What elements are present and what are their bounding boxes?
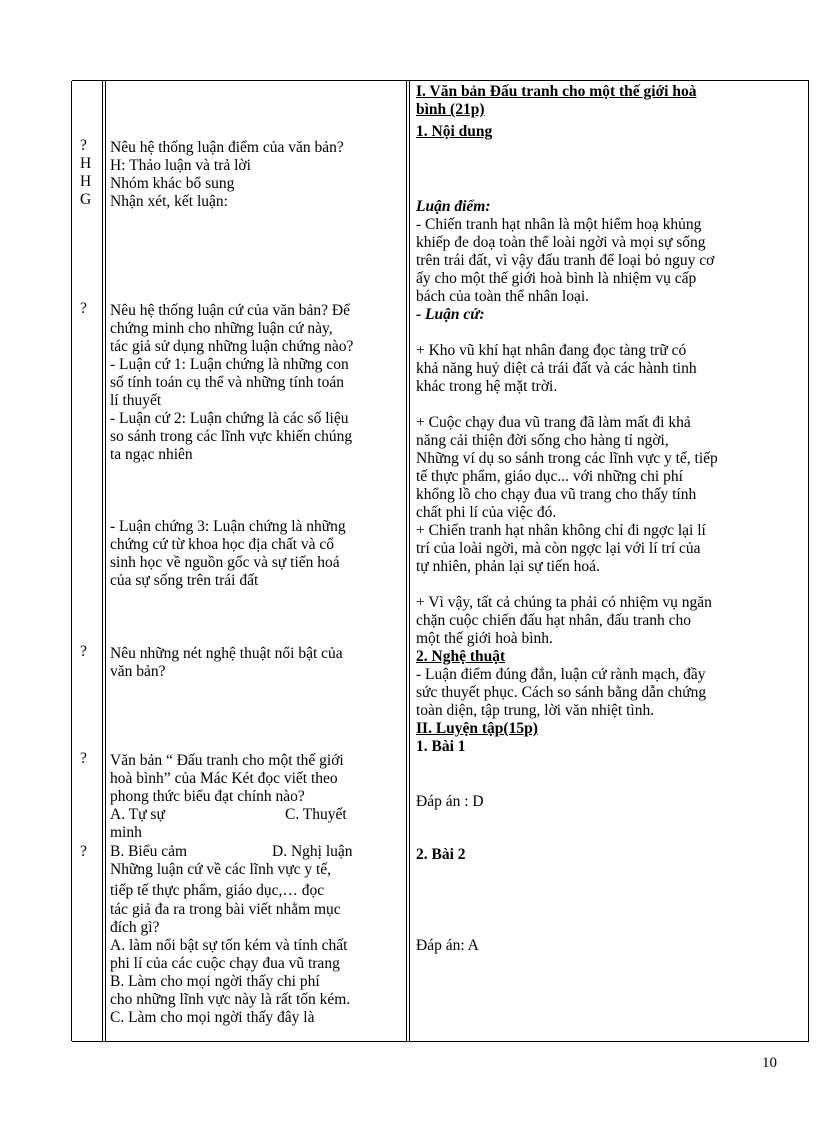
- text-line: Nêu hệ thống luận điểm của văn bản?: [110, 139, 344, 156]
- text-line: B. Làm cho mọi ngời thấy chi phí: [110, 973, 320, 990]
- subsection-heading: 2. Nghệ thuật: [416, 648, 506, 665]
- text-line: - Chiến tranh hạt nhân là một hiểm hoạ khủng: [416, 216, 702, 233]
- marker-question: ?: [80, 843, 87, 860]
- text-line: Những luận cứ về các lĩnh vực y tế,: [110, 861, 332, 878]
- page-number: 10: [762, 1055, 777, 1071]
- section-heading: I. Văn bản Đấu tranh cho một thế giới hoà: [416, 83, 697, 100]
- text-line: chất phi lí của việc đó.: [416, 504, 557, 521]
- text-line: C. Làm cho mọi ngời thấy đây là: [110, 1009, 315, 1026]
- text-line: - Luận chứng 3: Luận chứng là những: [110, 518, 346, 535]
- text-line: - Luận cứ 1: Luận chứng là những con: [110, 356, 349, 373]
- marker-h: H: [80, 173, 92, 190]
- text-line: Nhóm khác bổ sung: [110, 175, 235, 192]
- text-line: của sự sống trên trái đất: [110, 572, 259, 589]
- table-left-border: [71, 81, 72, 1041]
- text-line: khiếp đe doạ toàn thể loài ngời và mọi sự sống: [416, 234, 706, 251]
- text-line: số tính toán cụ thể và những tính toán: [110, 374, 344, 391]
- answer-text: Đáp án: A: [416, 937, 479, 954]
- subsection-heading: 1. Nội dung: [416, 123, 493, 140]
- text-line: Nêu những nét nghệ thuật nổi bật của: [110, 645, 343, 662]
- column-divider-1: [102, 81, 106, 1041]
- text-line: chặn cuộc chiến đấu hạt nhân, đấu tranh cho: [416, 612, 692, 629]
- text-line: ta ngạc nhiên: [110, 446, 193, 463]
- answer-option-b: B. Biểu cảm: [110, 843, 188, 860]
- text-line: chứng minh cho những luận cứ này,: [110, 320, 333, 337]
- text-line: + Cuộc chạy đua vũ trang đã làm mất đi khả: [416, 414, 691, 431]
- text-line: minh: [110, 824, 142, 841]
- answer-option-d: D. Nghị luận: [272, 843, 353, 860]
- text-line: tiếp tế thực phẩm, giáo dục,… đọc: [110, 882, 325, 899]
- marker-g: G: [80, 191, 92, 208]
- text-line: tác giả sử dụng những luận chứng nào?: [110, 338, 354, 355]
- text-line: tác giả đa ra trong bài viết nhằm mục: [110, 901, 341, 918]
- section-heading: bình (21p): [416, 101, 485, 118]
- text-line: một thế giới hoà bình.: [416, 630, 553, 647]
- text-line: đích gì?: [110, 919, 160, 936]
- text-line: lí thuyết: [110, 392, 162, 409]
- marker-question: ?: [80, 643, 87, 660]
- text-line: Nêu hệ thống luận cứ của văn bản? Để: [110, 302, 350, 319]
- exercise-heading: 1. Bài 1: [416, 738, 466, 755]
- text-line: - Luận điểm đúng đắn, luận cứ rành mạch, đầy: [416, 666, 706, 683]
- marker-question: ?: [80, 300, 87, 317]
- text-line: bách của toàn thể nhân loại.: [416, 288, 590, 305]
- answer-option-c: C. Thuyết: [285, 806, 347, 823]
- text-line: sinh học về nguồn gốc và sự tiến hoá: [110, 554, 340, 571]
- text-line: H: Thảo luận và trả lời: [110, 157, 251, 174]
- text-line: Những ví dụ so sánh trong các lĩnh vực y tế, tiếp: [416, 450, 718, 467]
- text-line: so sánh trong các lĩnh vực khiến chúng: [110, 428, 353, 445]
- marker-question: ?: [80, 750, 87, 767]
- text-line: + Chiến tranh hạt nhân không chỉ đi ngợc lại lí: [416, 522, 706, 539]
- text-line: + Kho vũ khí hạt nhân đang đọc tàng trữ có: [416, 342, 687, 359]
- text-line: khác trong hệ mặt trời.: [416, 378, 558, 395]
- text-line: ấy cho một thế giới hoà bình là nhiệm vụ cấp: [416, 270, 697, 287]
- label-luan-diem: Luận điểm:: [416, 198, 491, 215]
- column-divider-2: [406, 81, 410, 1041]
- text-line: + Vì vậy, tất cả chúng ta phải có nhiệm vụ ngăn: [416, 594, 712, 611]
- text-line: năng cải thiện đời sống cho hàng tỉ ngời,: [416, 432, 669, 449]
- text-line: trên trái đất, vì vậy đấu tranh để loại bỏ nguy cơ: [416, 252, 715, 269]
- table-right-border: [808, 81, 809, 1041]
- text-line: Nhận xét, kết luận:: [110, 193, 228, 210]
- text-line: chứng cứ từ khoa học địa chất và cổ: [110, 536, 335, 553]
- text-line: khả năng huỷ diệt cả trái đất và các hành tinh: [416, 360, 697, 377]
- text-line: toàn diện, tập trung, lời văn nhiệt tình.: [416, 702, 655, 719]
- text-line: phi lí của các cuộc chạy đua vũ trang: [110, 955, 340, 972]
- text-line: hoà bình” của Mác Két đọc viết theo: [110, 770, 338, 787]
- exercise-heading: 2. Bài 2: [416, 846, 466, 863]
- text-line: tế thực phẩm, giáo dục... với những chi phí: [416, 468, 683, 485]
- answer-option-a: A. Tự sự: [110, 806, 165, 823]
- section-heading: II. Luyện tập(15p): [416, 720, 538, 737]
- text-line: văn bản?: [110, 663, 166, 680]
- marker-h: H: [80, 155, 92, 172]
- label-luan-cu: - Luận cứ:: [416, 306, 485, 323]
- text-line: phong thức biểu đạt chính nào?: [110, 788, 305, 805]
- answer-text: Đáp án : D: [416, 793, 484, 810]
- text-line: trí của loài ngời, mà còn ngợc lại với lí trí của: [416, 540, 701, 557]
- text-line: A. làm nổi bật sự tốn kém và tính chất: [110, 937, 348, 954]
- marker-question: ?: [80, 137, 87, 154]
- text-line: tự nhiên, phản lại sự tiến hoá.: [416, 558, 600, 575]
- text-line: - Luận cứ 2: Luận chứng là các số liệu: [110, 410, 349, 427]
- text-line: cho những lĩnh vực này là rất tốn kém.: [110, 991, 351, 1008]
- text-line: khổng lồ cho chạy đua vũ trang cho thấy tính: [416, 486, 697, 503]
- text-line: Văn bản “ Đấu tranh cho một thế giới: [110, 752, 344, 769]
- text-line: sức thuyết phục. Cách so sánh bằng dẫn chứng: [416, 684, 707, 701]
